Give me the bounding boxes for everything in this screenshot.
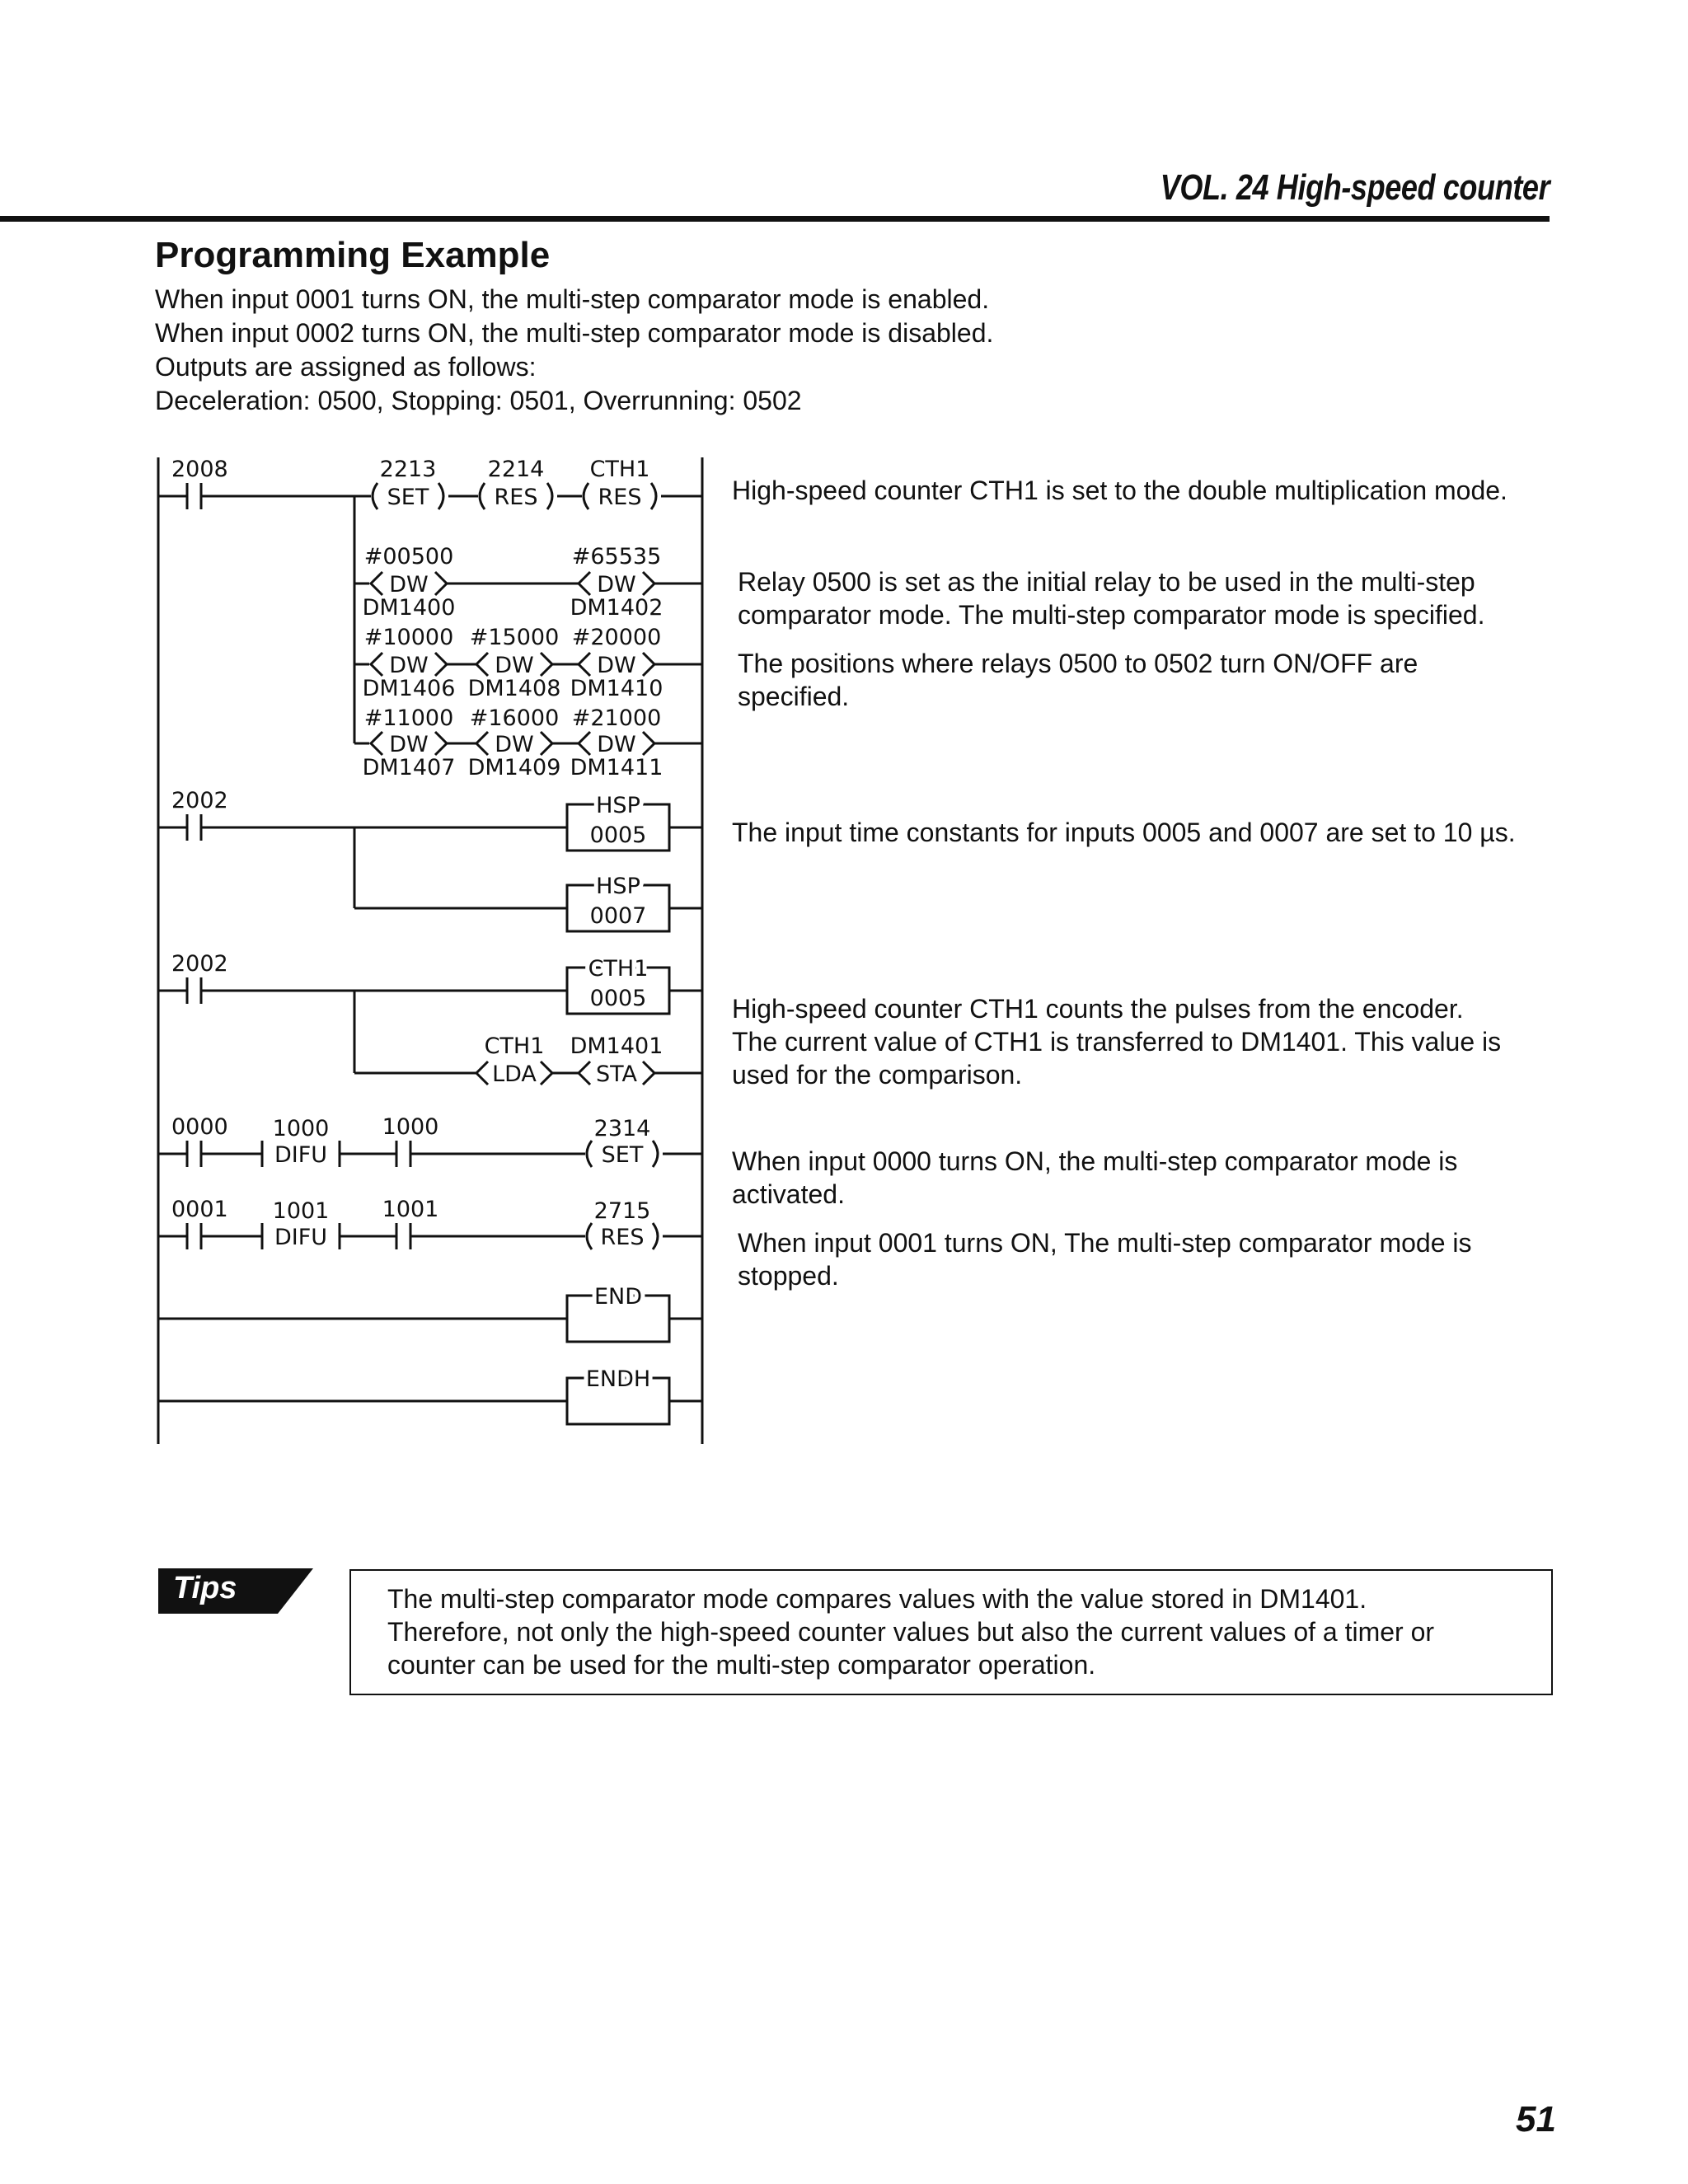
header-title: VOL. 24 High-speed counter — [1160, 167, 1550, 208]
dw-op: DW — [597, 572, 636, 598]
box-value: 0007 — [589, 903, 647, 929]
dw-value: #16000 — [469, 705, 560, 731]
box-name: HSP — [596, 793, 640, 818]
lda-address: CTH1 — [484, 1033, 545, 1059]
coil-address: 2715 — [593, 1198, 651, 1224]
dw-op: DW — [389, 732, 429, 757]
difu-address: 1000 — [272, 1116, 330, 1141]
description-7: When input 0001 turns ON, The multi-step comparator mode is stopped. — [738, 1228, 1472, 1291]
coil-op: SET — [601, 1142, 644, 1168]
coil-op: RES — [600, 1225, 645, 1250]
sta-address: DM1401 — [570, 1033, 663, 1059]
dw-value: #65535 — [571, 544, 662, 569]
contact-label: 0000 — [171, 1114, 228, 1140]
contact-label: 2002 — [171, 951, 228, 977]
coil-op: RES — [598, 485, 642, 510]
intro-line: When input 0002 turns ON, the multi-step comparator mode is disabled. — [155, 318, 994, 348]
intro-line: Deceleration: 0500, Stopping: 0501, Overrunning: 0502 — [155, 386, 802, 415]
dw-value: #20000 — [571, 625, 662, 650]
box-name: HSP — [596, 874, 640, 899]
box-value: 0005 — [589, 823, 647, 848]
lda-op: LDA — [492, 1062, 537, 1087]
dw-dm: DM1410 — [570, 676, 663, 701]
dw-dm: DM1406 — [362, 676, 456, 701]
contact-label: 1001 — [382, 1197, 439, 1222]
tips-label: Tips — [173, 1571, 237, 1605]
intro-line: Outputs are assigned as follows: — [155, 352, 537, 382]
difu-address: 1001 — [272, 1198, 330, 1224]
dw-dm: DM1400 — [362, 595, 456, 621]
dw-value: #00500 — [363, 544, 454, 569]
box-value: 0005 — [589, 986, 647, 1011]
dw-op: DW — [597, 653, 636, 678]
dw-op: DW — [389, 572, 429, 598]
page-number: 51 — [1516, 2099, 1556, 2139]
dw-value: #15000 — [469, 625, 560, 650]
coil-op: RES — [494, 485, 538, 510]
description-4: The input time constants for inputs 0005 and 0007 are set to 10 µs. — [732, 818, 1516, 847]
difu-op: DIFU — [274, 1225, 328, 1250]
intro-line: When input 0001 turns ON, the multi-step comparator mode is enabled. — [155, 284, 990, 314]
dw-value: #21000 — [571, 705, 662, 731]
dw-dm: DM1408 — [467, 676, 561, 701]
difu-op: DIFU — [274, 1142, 328, 1168]
endh-label: ENDH — [585, 1366, 651, 1392]
dw-dm: DM1411 — [570, 755, 663, 780]
dw-op: DW — [597, 732, 636, 757]
contact-label: 0001 — [171, 1197, 228, 1222]
dw-dm: DM1402 — [570, 595, 663, 621]
description-5: High-speed counter CTH1 counts the pulses from the encoder. The current value of CTH1 is transferred to DM1401. This value is used for the comparison. — [732, 994, 1502, 1090]
coil-address: 2214 — [487, 457, 545, 482]
dw-op: DW — [495, 653, 534, 678]
dw-dm: DM1409 — [467, 755, 561, 780]
contact-label: 2002 — [171, 788, 228, 813]
contact-label: 1000 — [382, 1114, 439, 1140]
dw-dm: DM1407 — [362, 755, 456, 780]
contact-label: 2008 — [171, 457, 228, 482]
description-1: High-speed counter CTH1 is set to the double multiplication mode. — [732, 476, 1507, 505]
description-2: Relay 0500 is set as the initial relay to be used in the multi-step comparator mode. The multi-step comparator mode is specified. — [738, 567, 1485, 630]
sta-op: STA — [595, 1062, 638, 1087]
end-label: END — [593, 1284, 643, 1310]
description-6: When input 0000 turns ON, the multi-step comparator mode is activated. — [732, 1146, 1458, 1209]
dw-value: #10000 — [363, 625, 454, 650]
dw-value: #11000 — [363, 705, 454, 731]
section-title: Programming Example — [155, 235, 551, 275]
tips-text: The multi-step comparator mode compares values with the value stored in DM1401. Therefore, not only the high-speed counter values but also the current values of a timer or counter can be used for the multi-step comparator operation. — [387, 1584, 1435, 1680]
box-name: CTH1 — [588, 956, 649, 982]
coil-address: CTH1 — [589, 457, 650, 482]
dw-op: DW — [389, 653, 429, 678]
coil-address: 2213 — [379, 457, 437, 482]
coil-address: 2314 — [593, 1116, 651, 1141]
coil-op: SET — [387, 485, 429, 510]
description-3: The positions where relays 0500 to 0502 turn ON/OFF are specified. — [738, 649, 1418, 711]
dw-op: DW — [495, 732, 534, 757]
